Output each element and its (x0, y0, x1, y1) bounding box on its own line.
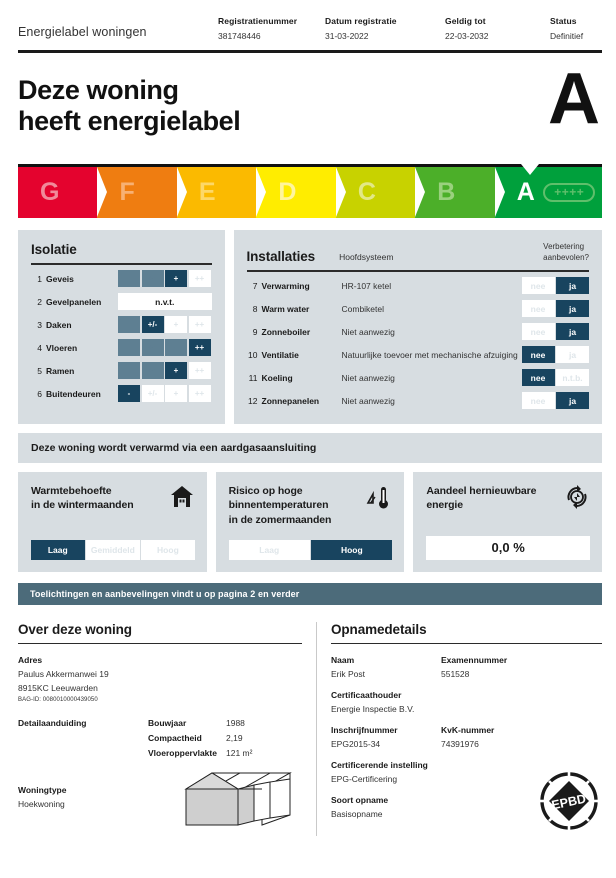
isolatie-row (31, 338, 212, 358)
epbd-logo-icon (538, 770, 600, 832)
detailaanduiding-label: Detailaanduiding (18, 718, 87, 728)
card-title-line-1: Aandeel hernieuwbare (426, 484, 537, 497)
improvement-no-option: nee (522, 369, 555, 386)
installaties-panel (234, 230, 603, 423)
row-label: Zonneboiler (261, 326, 311, 337)
scale-segment-g (18, 167, 97, 218)
installatie-row (247, 368, 590, 388)
system-description: Combiketel (341, 303, 385, 314)
inschrijfnummer-value: EPG2015-34 (331, 739, 381, 749)
rating-cells (118, 270, 211, 287)
rating-cell: +/- (142, 385, 164, 402)
installaties-column-header (543, 242, 589, 264)
bottom-section (18, 622, 602, 837)
not-applicable-cell: n.v.t. (118, 293, 212, 310)
adres-label: Adres (18, 655, 43, 665)
soort-opname-value: Basisopname (331, 809, 383, 819)
energy-scale (18, 164, 602, 218)
indicator-cards (18, 472, 602, 572)
detail-key: Compactheid (148, 733, 202, 743)
soort-opname-label: Soort opname (331, 795, 389, 805)
isolatie-divider (31, 263, 212, 265)
meta-value: Definitief (550, 31, 584, 41)
improvement-yes-option: n.t.b. (556, 369, 589, 386)
scale-letter-g: G (40, 178, 59, 207)
woningtype-label: Woningtype (18, 785, 67, 795)
row-number: 8 (252, 303, 258, 314)
renewable-icon (564, 484, 590, 510)
headline-line-1: Deze woning (18, 74, 179, 105)
isolatie-panel (18, 230, 225, 423)
rating-cell: +/- (142, 339, 164, 356)
improvement-toggle (522, 369, 590, 386)
improvement-no-option: nee (522, 323, 555, 340)
examennummer-value: 551528 (441, 669, 470, 679)
rating-cell: +/- (142, 316, 164, 333)
header-meta-group (218, 16, 616, 41)
card-option: Laag (229, 540, 310, 560)
meta-label: Geldig tot (445, 16, 486, 26)
scale-letter-c: C (357, 178, 376, 207)
gas-connection-notice: Deze woning wordt verwarmd via een aardgasaansluiting (18, 433, 602, 463)
indicator-card-3 (413, 472, 602, 572)
card-title (229, 484, 363, 529)
card-title-line-1: Warmtebehoefte (31, 484, 112, 497)
scale-letter-e: E (198, 178, 216, 207)
meta-label: Status (550, 16, 577, 26)
system-description: Niet aanwezig (341, 395, 395, 406)
row-label: Verwarming (261, 280, 310, 291)
row-label: Buitendeuren (46, 388, 101, 399)
card-title (31, 484, 165, 514)
isolatie-row (31, 361, 212, 381)
improvement-toggle (522, 300, 590, 317)
inschrijfnummer-group (331, 725, 441, 749)
thermometer-icon (366, 484, 392, 510)
indicator-card-2 (216, 472, 405, 572)
kvk-value: 74391976 (441, 739, 479, 749)
document-title: Energielabel woningen (18, 25, 147, 39)
detail-row (148, 733, 302, 743)
segment-notch (415, 167, 425, 218)
rating-cell: ++ (189, 362, 211, 379)
headline-line-2: heeft energielabel (18, 106, 241, 137)
detail-value: 2,19 (226, 733, 243, 743)
card-title-line-1: Risico op hoge (228, 484, 303, 497)
row-number: 11 (248, 372, 258, 383)
isolatie-title: Isolatie (31, 242, 77, 258)
naam-value: Erik Post (331, 669, 366, 679)
headline-text (18, 75, 544, 139)
row-number: 1 (37, 273, 42, 284)
meta-datum-registratie (325, 16, 445, 41)
scale-segment-c (336, 167, 415, 218)
card-title-line-2: binnentemperaturen (228, 499, 329, 512)
row-label: Ramen (46, 365, 75, 376)
improvement-yes-option: ja (556, 323, 589, 340)
system-description: Natuurlijke toevoer met mechanische afzuiging (341, 349, 518, 360)
row-label: Gevelpanelen (46, 296, 102, 307)
adres-city: 8915KC Leeuwarden (18, 683, 98, 693)
row-number: 7 (252, 280, 258, 291)
improvement-toggle (522, 277, 590, 294)
scale-segment-d (256, 167, 335, 218)
isolatie-header (31, 242, 212, 257)
card-title-line-2: energie (426, 499, 463, 512)
rating-cells (118, 316, 211, 333)
opnamedetails-divider (331, 643, 602, 645)
rating-cells (118, 362, 211, 379)
rating-cell: + (165, 362, 187, 379)
improvement-yes-option: ja (556, 277, 589, 294)
energy-scale-segments (18, 167, 602, 218)
improvement-no-option: nee (522, 277, 555, 294)
kvk-label: KvK-nummer (441, 725, 495, 735)
detail-row (148, 718, 302, 728)
meta-value: 381748446 (218, 31, 261, 41)
improvement-toggle (522, 392, 590, 409)
woningtype-group (18, 785, 128, 836)
card-option: Laag (31, 540, 85, 560)
card-header (31, 484, 195, 514)
certificerende-instelling-value: EPG-Certificering (331, 774, 398, 784)
system-description: HR-107 ketel (341, 280, 392, 291)
card-option: Hoog (141, 540, 195, 560)
certificerende-instelling-label: Certificerende instelling (331, 760, 428, 770)
scale-letter-b: B (437, 178, 455, 207)
over-woning-title: Over deze woning (18, 621, 132, 637)
installaties-subtitle: Hoofdsysteem (339, 252, 394, 262)
scale-segment-e (177, 167, 256, 218)
rating-cell: - (118, 385, 140, 402)
installaties-header (247, 242, 590, 264)
woningtype-value: Hoekwoning (18, 799, 65, 809)
energy-scale-marker (521, 164, 539, 175)
meta-value: 31-03-2022 (325, 31, 369, 41)
rating-cell: +/- (142, 362, 164, 379)
card-title-line-3: in de zomermaanden (228, 514, 332, 527)
rating-cell: ++ (189, 339, 211, 356)
certificaathouder-label: Certificaathouder (331, 690, 402, 700)
bag-id: BAG-ID: 0080010000439050 (18, 697, 98, 703)
installaties-title: Installaties (246, 249, 316, 264)
row-number: 9 (252, 326, 258, 337)
installaties-divider (247, 270, 590, 272)
installatie-row (247, 276, 590, 296)
segment-notch (336, 167, 346, 218)
column-header-line-2: aanbevolen? (543, 252, 589, 262)
installatie-row (247, 391, 590, 411)
meta-status (550, 16, 616, 41)
energy-label-letter: A (548, 58, 598, 139)
examennummer-label: Examennummer (441, 655, 508, 665)
rating-cell: + (165, 270, 187, 287)
row-number: 5 (37, 365, 42, 376)
card-options (229, 540, 393, 560)
scale-letter-d: D (278, 178, 296, 207)
isolatie-row (31, 292, 212, 312)
epbd-logo-text: EPBD (550, 791, 588, 813)
detail-key: Vloeroppervlakte (148, 748, 217, 758)
segment-notch (97, 167, 107, 218)
scale-letter-a: A (516, 178, 535, 207)
inschrijfnummer-label: Inschrijfnummer (331, 725, 398, 735)
column-header-line-1: Verbetering (543, 242, 585, 252)
rating-cell: + (165, 316, 187, 333)
row-label: Koeling (261, 372, 293, 383)
detail-value: 121 m² (226, 748, 253, 758)
row-label: Warm water (261, 303, 310, 314)
house-icon (169, 484, 195, 510)
row-number: 2 (37, 296, 42, 307)
adres-street: Paulus Akkermanwei 19 (18, 669, 109, 679)
system-description: Niet aanwezig (341, 372, 395, 383)
naam-group (331, 655, 441, 679)
row-label: Daken (46, 319, 72, 330)
scale-letter-f: F (119, 178, 135, 207)
improvement-yes-option: ja (556, 392, 589, 409)
detail-row (148, 748, 302, 758)
rating-cell: ++ (189, 316, 211, 333)
card-option: Hoog (311, 540, 392, 560)
detail-table (148, 718, 302, 763)
meta-geldig-tot (445, 16, 550, 41)
improvement-yes-option: ja (556, 346, 589, 363)
installatie-row (247, 322, 590, 342)
card-header (426, 484, 590, 514)
woningtype-row (18, 763, 302, 836)
rating-cell: - (118, 362, 140, 379)
rating-cell: ++ (189, 385, 211, 402)
rating-cell: - (118, 270, 140, 287)
row-label: Vloeren (46, 342, 78, 353)
meta-label: Datum registratie (325, 16, 397, 26)
house-illustration-wrap (128, 763, 302, 836)
detail-key: Bouwjaar (148, 718, 187, 728)
naam-label: Naam (331, 655, 355, 665)
row-number: 4 (37, 342, 42, 353)
document-header (0, 0, 616, 44)
improvement-no-option: nee (522, 300, 555, 317)
scale-segment-f (97, 167, 176, 218)
rating-cell: ++ (189, 270, 211, 287)
examennummer-group (441, 655, 602, 679)
improvement-toggle (522, 323, 590, 340)
row-number: 12 (248, 395, 258, 406)
rating-cell: + (165, 385, 187, 402)
rating-cell: + (165, 339, 187, 356)
opnamedetails-column (316, 622, 602, 837)
installatie-row (247, 345, 590, 365)
row-label: Geveis (46, 273, 74, 284)
isolatie-row (31, 384, 212, 404)
rating-cells (118, 385, 211, 402)
over-woning-divider (18, 643, 302, 645)
scale-segment-a (495, 167, 602, 218)
installaties-rows (247, 276, 590, 411)
row-label: Ventilatie (261, 349, 299, 360)
row-number: 10 (248, 349, 258, 360)
kvk-group (441, 725, 602, 749)
detailaanduiding-group (18, 718, 302, 763)
card-header (229, 484, 393, 529)
rating-cell: - (118, 339, 140, 356)
rating-cell: +/- (142, 270, 164, 287)
adres-group (18, 655, 302, 703)
certificaathouder-group (331, 690, 602, 714)
segment-notch (177, 167, 187, 218)
card-option: Gemiddeld (86, 540, 140, 560)
improvement-yes-option: ja (556, 300, 589, 317)
card-options (31, 540, 195, 560)
opnamedetails-title: Opnamedetails (331, 621, 427, 637)
house-illustration (182, 769, 302, 836)
inschrijf-kvk-row (331, 725, 602, 749)
meta-label: Registratienummer (218, 16, 298, 26)
scale-segment-b (415, 167, 494, 218)
meta-value: 22-03-2032 (445, 31, 489, 41)
system-description: Niet aanwezig (341, 326, 395, 337)
headline-section (0, 53, 616, 139)
naam-examennummer-row (331, 655, 602, 679)
isolatie-rows (31, 269, 212, 404)
card-title-line-2: in de wintermaanden (31, 499, 134, 512)
panels-row (18, 230, 602, 423)
improvement-toggle (522, 346, 590, 363)
rating-cell: - (118, 316, 140, 333)
segment-notch (495, 167, 505, 218)
detail-value: 1988 (226, 718, 245, 728)
certificaathouder-value: Energie Inspectie B.V. (331, 704, 415, 714)
installatie-row (247, 299, 590, 319)
meta-registratienummer (218, 16, 325, 41)
isolatie-row (31, 269, 212, 289)
rating-cells (118, 339, 211, 356)
over-deze-woning-column (18, 622, 316, 837)
indicator-card-1 (18, 472, 207, 572)
card-value: 0,0 % (426, 536, 590, 560)
improvement-no-option: nee (522, 392, 555, 409)
plus-badge: ++++ (543, 183, 595, 202)
row-number: 3 (37, 319, 42, 330)
segment-notch (256, 167, 266, 218)
row-number: 6 (37, 388, 42, 399)
isolatie-row (31, 315, 212, 335)
page-reference-bar: Toelichtingen en aanbevelingen vindt u op pagina 2 en verder (18, 583, 602, 605)
row-label: Zonnepanelen (261, 395, 320, 406)
improvement-no-option: nee (522, 346, 555, 363)
card-title (426, 484, 560, 514)
